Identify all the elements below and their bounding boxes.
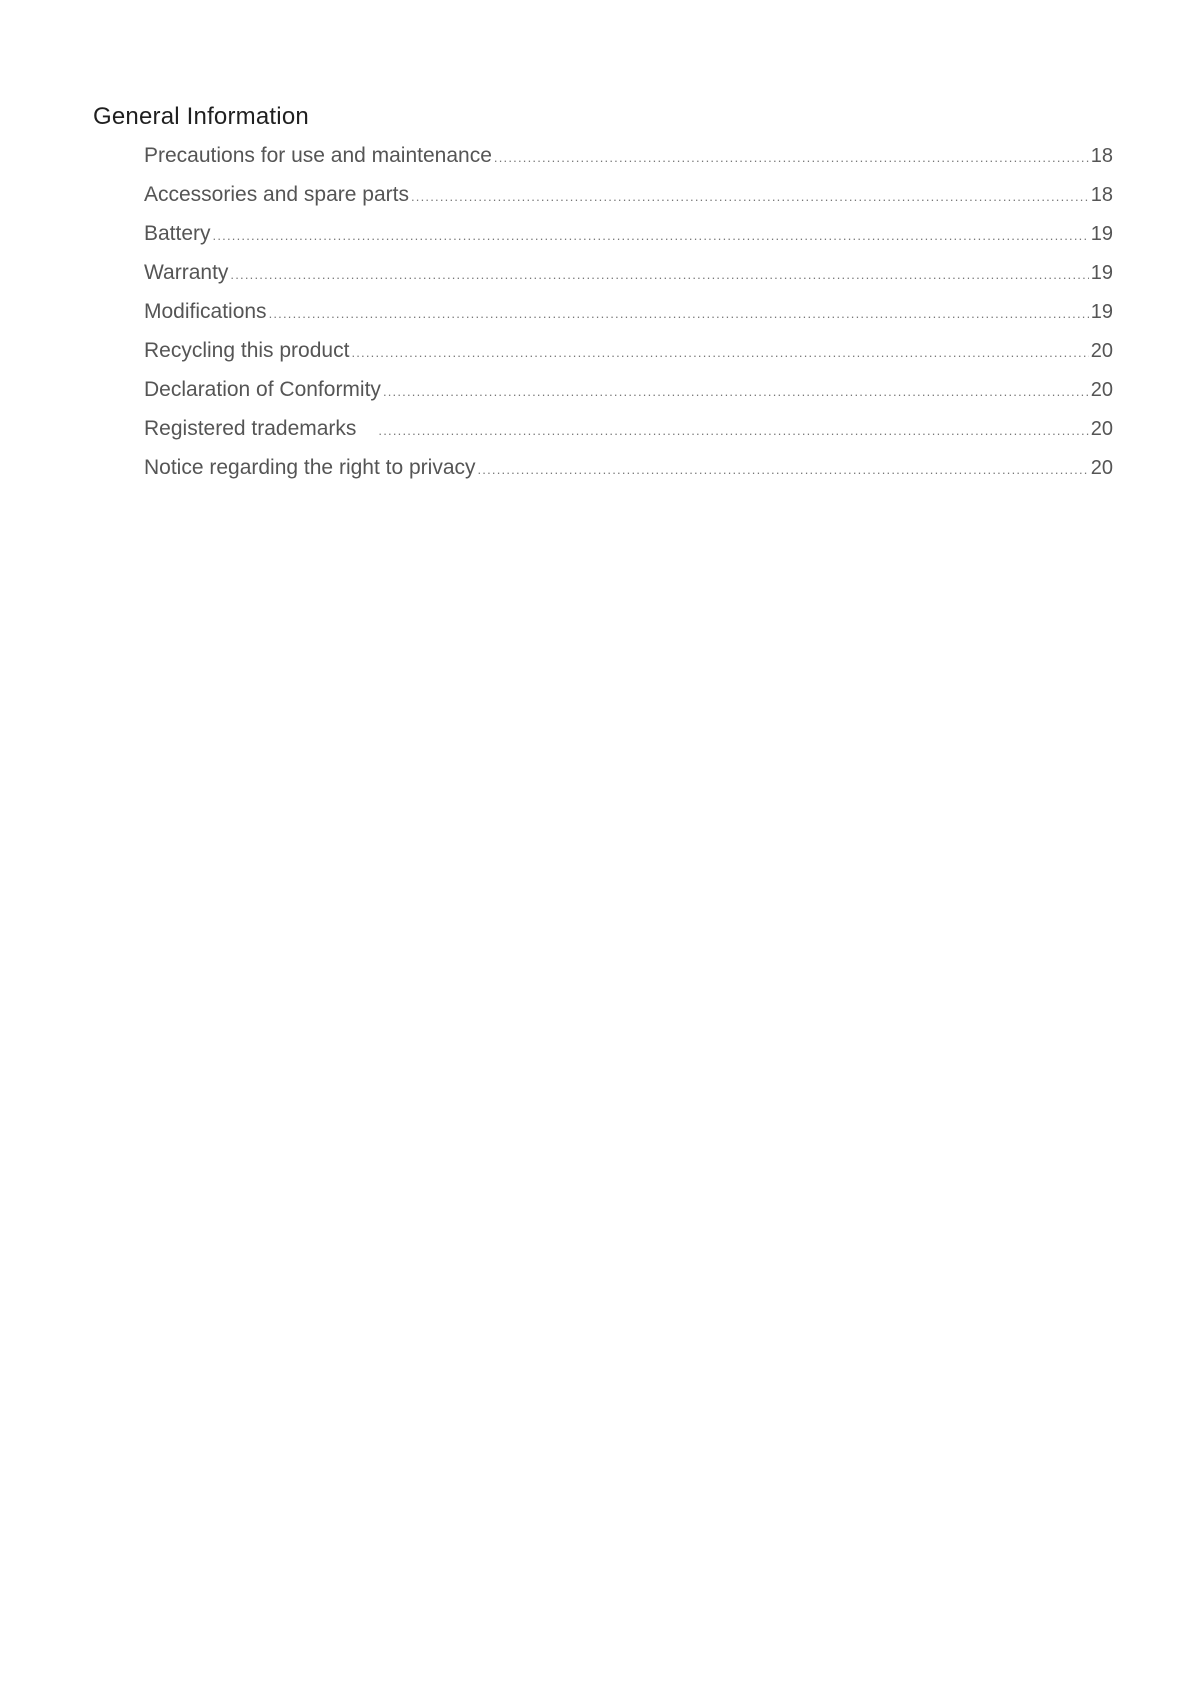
dot-leader (411, 189, 1089, 204)
dot-leader (378, 423, 1088, 438)
toc-page-number: 19 (1090, 262, 1113, 284)
dot-leader (494, 150, 1089, 165)
toc-entry-battery[interactable] (144, 222, 1113, 261)
toc-entry-title: Notice regarding the right to privacy (144, 456, 476, 479)
toc-entry-privacy[interactable] (144, 456, 1113, 495)
toc-entry-warranty[interactable] (144, 261, 1113, 300)
dot-leader (213, 228, 1089, 243)
toc-entry-title: Declaration of Conformity (144, 378, 381, 401)
toc-page-number: 20 (1090, 340, 1113, 362)
toc-entry-title: Registered trademarks (144, 417, 357, 440)
toc-entry-title: Recycling this product (144, 339, 350, 362)
table-of-contents (144, 144, 1113, 495)
toc-entry-title: Modifications (144, 300, 267, 323)
toc-entry-accessories[interactable] (144, 183, 1113, 222)
toc-page-number: 20 (1090, 379, 1113, 401)
section-heading: General Information (93, 103, 309, 130)
toc-entry-title: Accessories and spare parts (144, 183, 409, 206)
dot-leader (478, 462, 1089, 477)
toc-page-number: 18 (1090, 145, 1113, 167)
toc-entry-title: Precautions for use and maintenance (144, 144, 492, 167)
toc-entry-title: Warranty (144, 261, 229, 284)
toc-page-number: 19 (1090, 301, 1113, 323)
toc-entry-modifications[interactable] (144, 300, 1113, 339)
toc-entry-declaration[interactable] (144, 378, 1113, 417)
toc-page-number: 20 (1090, 418, 1113, 440)
toc-page-number: 18 (1090, 184, 1113, 206)
dot-leader (383, 384, 1089, 399)
toc-page-number: 20 (1090, 457, 1113, 479)
toc-entry-title: Battery (144, 222, 211, 245)
toc-page-number: 19 (1090, 223, 1113, 245)
toc-entry-recycling[interactable] (144, 339, 1113, 378)
dot-leader (351, 345, 1088, 360)
toc-entry-trademarks[interactable] (144, 417, 1113, 456)
toc-entry-precautions[interactable] (144, 144, 1113, 183)
dot-leader (230, 267, 1088, 282)
dot-leader (269, 306, 1089, 321)
